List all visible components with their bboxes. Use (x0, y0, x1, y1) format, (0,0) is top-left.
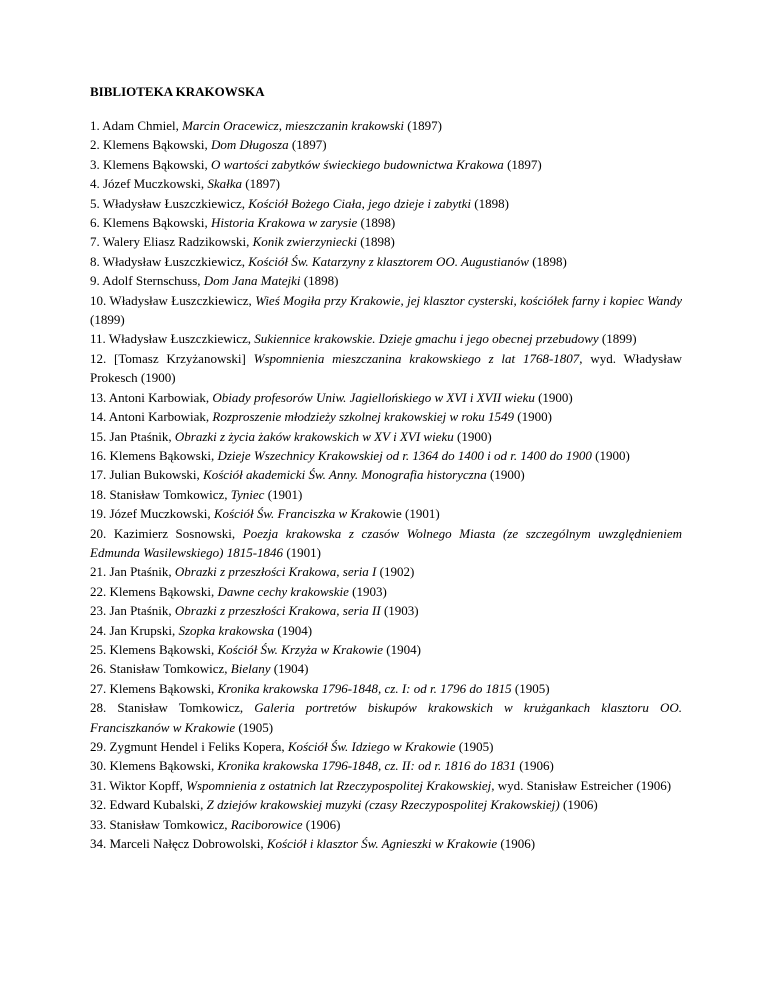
list-item (90, 252, 682, 271)
entry-author: Jan Ptaśnik, (109, 564, 172, 580)
entry-author: Marceli Nałęcz Dobrowolski, (109, 836, 264, 852)
entry-title: Bielany (230, 661, 271, 677)
list-item (90, 485, 682, 504)
entry-title: Rozproszenie młodzieży szkolnej krakowskiej w roku 1549 (212, 409, 515, 425)
entry-details: (1898) (360, 215, 396, 231)
entry-number: 20. (90, 525, 107, 541)
entry-details: owie (1901) (376, 506, 440, 522)
entry-author: Edward Kubalski, (109, 797, 204, 813)
list-item (90, 698, 682, 737)
entry-title: O wartości zabytków świeckiego budownictwa Krakowa (210, 156, 504, 172)
entry-author: Adolf Sternschuss, (102, 273, 201, 289)
list-item (90, 155, 682, 174)
entry-number: 29. (90, 739, 107, 754)
entry-title: Z dziejów krakowskiej muzyki (czasy Rzeczypospolitej Krakowskiej) (206, 797, 560, 813)
list-item (90, 446, 682, 465)
entry-details: (1905) (458, 739, 494, 754)
list-item (90, 427, 682, 446)
entry-number: 28. (90, 700, 107, 716)
entry-details: (1897) (507, 156, 542, 172)
list-item (90, 815, 682, 834)
entry-number: 33. (90, 816, 107, 832)
entry-title: Historia Krakowa w zarysie (210, 215, 358, 231)
entry-details: (1897) (291, 137, 327, 153)
entry-title: Kościół i klasztor Św. Agnieszki w Krakowie (266, 836, 498, 852)
entry-number: 7. (90, 234, 100, 250)
document-page (90, 84, 682, 853)
entry-details: (1901) (267, 486, 303, 502)
entry-title: Wspomnienia mieszczanina krakowskiego z lat 1768-1807 (253, 350, 580, 366)
list-item (90, 213, 682, 232)
entry-number: 23. (90, 603, 107, 619)
list-item (90, 194, 682, 213)
entry-author: Antoni Karbowiak, (108, 389, 210, 405)
entry-number: 30. (90, 758, 107, 774)
entry-title: Kościół Św. Idziego w Krakowie (287, 739, 456, 754)
entry-author: Kazimierz Sosnowski, (113, 525, 236, 541)
entry-title: Konik zwierzyniecki (252, 234, 357, 250)
list-item (90, 329, 682, 348)
entry-title: Kościół Bożego Ciała, jego dzieje i zabytki (248, 195, 472, 211)
list-item (90, 834, 682, 853)
entry-author: Władysław Łuszczkiewicz, (109, 292, 252, 308)
list-item (90, 621, 682, 640)
entry-number: 34. (90, 836, 107, 852)
entry-author: Józef Muczkowski, (103, 176, 205, 192)
entry-number: 5. (90, 195, 100, 211)
entry-details: (1903) (352, 583, 387, 599)
entry-author: Klemens Bąkowski, (109, 680, 215, 696)
entry-author: Klemens Bąkowski, (109, 641, 215, 657)
entry-title: Kronika krakowska 1796-1848, cz. II: od r. 1816 do 1831 (217, 758, 516, 774)
entry-author: Stanisław Tomkowicz, (109, 816, 228, 832)
entry-number: 16. (90, 447, 107, 463)
entry-details: (1900) (456, 428, 492, 444)
entry-author: Władysław Łuszczkiewicz, (108, 331, 252, 347)
entry-author: Klemens Bąkowski, (109, 583, 215, 599)
list-item (90, 562, 682, 581)
list-item (90, 407, 682, 426)
entry-author: Klemens Bąkowski, (109, 758, 215, 774)
entry-details: (1903) (383, 603, 419, 619)
entry-details: (1902) (379, 564, 415, 580)
entry-details: (1905) (514, 680, 550, 696)
entry-author: Józef Muczkowski, (109, 506, 211, 522)
entry-title: Galeria portretów biskupów krakowskich w krużgankach klasztoru OO. Franciszkanów w Krakowie (90, 700, 683, 735)
entry-title: Kościół akademicki Św. Anny. Monografia historyczna (203, 467, 487, 483)
list-item (90, 388, 682, 407)
entry-author: Klemens Bąkowski, (103, 137, 208, 153)
entry-author: Jan Ptaśnik, (109, 603, 172, 619)
entry-details: (1906) (500, 836, 536, 852)
entry-title: Wspomnienia z ostatnich lat Rzeczypospolitej Krakowskiej (186, 777, 492, 793)
entry-author: Walery Eliasz Radzikowski, (102, 234, 250, 250)
entry-details: (1899) (601, 331, 637, 347)
entry-number: 12. (90, 350, 107, 366)
entry-details: (1900) (489, 467, 525, 483)
entry-title: Dawne cechy krakowskie (217, 583, 349, 599)
entry-number: 21. (90, 564, 107, 580)
entry-details: (1901) (286, 544, 321, 560)
entry-details: (1900) (517, 409, 552, 425)
entry-number: 27. (90, 680, 107, 696)
entry-author: Adam Chmiel, (102, 118, 179, 133)
entry-author: Stanisław Tomkowicz, (109, 486, 228, 502)
list-item (90, 232, 682, 251)
entry-title: Kościół Św. Krzyża w Krakowie (217, 641, 383, 657)
entry-title: Marcin Oracewicz, mieszczanin krakowski (182, 118, 405, 133)
list-item (90, 737, 682, 756)
entry-author: Julian Bukowski, (109, 467, 200, 483)
entry-title: Wieś Mogiła przy Krakowie, jej klasztor cysterski, kościółek farny i kopiec Wandy (255, 292, 683, 308)
list-item (90, 795, 682, 814)
list-item (90, 271, 682, 290)
entry-details: (1898) (474, 195, 509, 211)
entry-number: 13. (90, 389, 107, 405)
entry-details: (1904) (277, 622, 313, 638)
list-item (90, 601, 682, 620)
list-item (90, 582, 682, 601)
list-item (90, 776, 682, 795)
entry-number: 19. (90, 506, 107, 522)
list-item (90, 174, 682, 193)
entry-author: Stanisław Tomkowicz, (109, 661, 228, 677)
entry-author: Klemens Bąkowski, (103, 215, 208, 231)
entry-details: (1906) (519, 758, 554, 774)
entry-details: (1899) (90, 312, 125, 328)
entry-details: (1904) (386, 641, 421, 657)
entry-author: Władysław Łuszczkiewicz, (102, 253, 245, 269)
entry-author: [Tomasz Krzyżanowski] (114, 350, 246, 366)
entry-details: (1906) (305, 816, 341, 832)
entry-number: 2. (90, 137, 100, 153)
entry-number: 25. (90, 641, 107, 657)
entry-number: 18. (90, 486, 107, 502)
entry-number: 15. (90, 428, 107, 444)
entry-details: (1905) (238, 719, 274, 735)
entry-title: Raciborowice (230, 816, 303, 832)
entry-number: 14. (90, 409, 107, 425)
list-item (90, 116, 682, 135)
entry-author: Jan Ptaśnik, (109, 428, 172, 444)
entry-author: Stanisław Tomkowicz, (117, 700, 244, 716)
list-item (90, 640, 682, 659)
entry-details: (1900) (538, 389, 573, 405)
entry-author: Władysław Łuszczkiewicz, (102, 195, 245, 211)
entry-number: 10. (90, 292, 107, 308)
list-item (90, 524, 682, 563)
list-item (90, 679, 682, 698)
entry-author: Wiktor Kopff, (109, 777, 183, 793)
entry-number: 9. (90, 273, 100, 289)
entry-title: Tyniec (230, 486, 265, 502)
entry-title: Szopka krakowska (178, 622, 275, 638)
entry-number: 22. (90, 583, 107, 599)
list-item (90, 504, 682, 523)
entry-number: 1. (90, 118, 100, 133)
entry-title: Obrazki z życia żaków krakowskich w XV i XVI wieku (174, 428, 454, 444)
entry-title: Kościół Św. Franciszka w Krak (213, 506, 377, 522)
list-item (90, 135, 682, 154)
entry-details: (1898) (360, 234, 395, 250)
entry-number: 31. (90, 777, 107, 793)
entry-details: (1897) (407, 118, 442, 133)
entry-number: 6. (90, 215, 100, 231)
entry-details: , wyd. Stanisław Estreicher (1906) (491, 777, 672, 793)
entry-title: Dom Jana Matejki (203, 273, 301, 289)
entry-title: Poezja krakowska z czasów Wolnego Miasta (ze szczególnym uwzględnieniem Edmunda Wasilewskiego) 1815-1846 (90, 525, 683, 560)
entry-details: (1906) (562, 797, 598, 813)
entry-author: Klemens Bąkowski, (103, 156, 208, 172)
entry-title: Obiady profesorów Uniw. Jagiellońskiego w XVI i XVII wieku (212, 389, 535, 405)
entry-title: Obrazki z przeszłości Krakowa, seria I (174, 564, 377, 580)
list-item (90, 756, 682, 775)
entry-number: 8. (90, 253, 100, 269)
list-item (90, 659, 682, 678)
list-item (90, 465, 682, 484)
entry-author: Antoni Karbowiak, (108, 409, 210, 425)
entry-number: 4. (90, 176, 100, 192)
entry-title: Dzieje Wszechnicy Krakowskiej od r. 1364 do 1400 i od r. 1400 do 1900 (217, 447, 592, 463)
list-item (90, 349, 682, 388)
bibliography-list (90, 116, 682, 853)
entry-details: (1900) (595, 447, 630, 463)
entry-number: 11. (90, 331, 106, 347)
entry-number: 17. (90, 467, 107, 483)
entry-details: (1898) (303, 273, 339, 289)
entry-title: Skałka (207, 176, 242, 192)
entry-title: Kronika krakowska 1796-1848, cz. I: od r. 1796 do 1815 (217, 680, 512, 696)
entry-author: Zygmunt Hendel i Feliks Kopera, (109, 739, 285, 754)
entry-number: 24. (90, 622, 107, 638)
entry-author: Klemens Bąkowski, (109, 447, 215, 463)
list-item (90, 291, 682, 330)
entry-title: Dom Długosza (210, 137, 289, 153)
entry-details: (1904) (273, 661, 309, 677)
entry-details: (1897) (245, 176, 280, 192)
entry-title: Sukiennice krakowskie. Dzieje gmachu i jego obecnej przebudowy (254, 331, 599, 347)
entry-number: 26. (90, 661, 107, 677)
document-title: BIBLIOTEKA KRAKOWSKA (90, 84, 265, 99)
entry-author: Jan Krupski, (109, 622, 176, 638)
entry-title: Kościół Św. Katarzyny z klasztorem OO. Augustianów (248, 253, 529, 269)
entry-details: , wyd. Władysław Prokesch (1900) (90, 350, 682, 386)
entry-number: 3. (90, 156, 100, 172)
entry-details: (1898) (532, 253, 567, 269)
entry-title: Obrazki z przeszłości Krakowa, seria II (174, 603, 381, 619)
entry-number: 32. (90, 797, 107, 813)
